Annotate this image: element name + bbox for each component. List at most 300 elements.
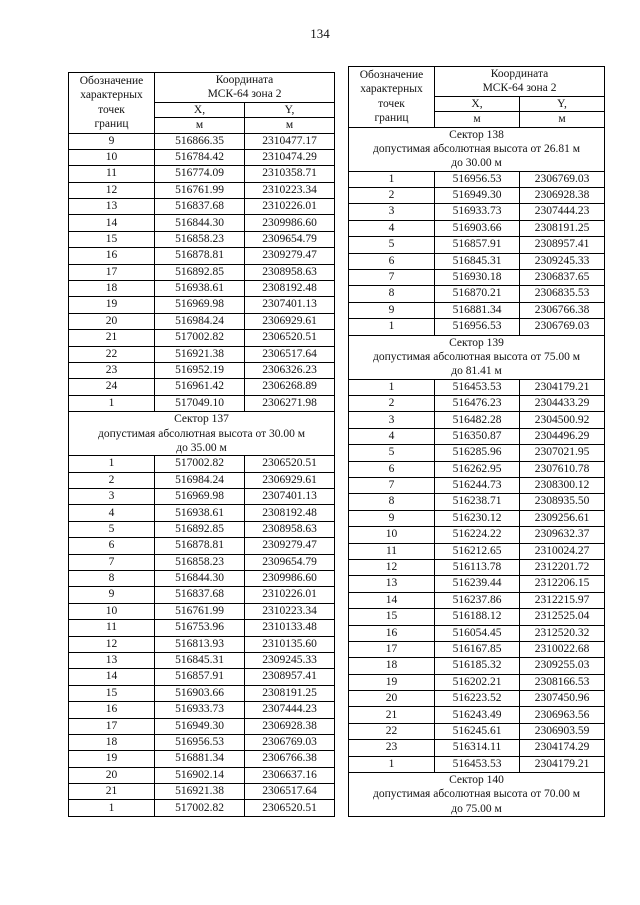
x-coordinate-cell: 516224.22 — [435, 527, 520, 543]
sector-heading-row — [69, 412, 335, 456]
point-number-cell: 5 — [349, 445, 435, 461]
y-coordinate-cell: 2306520.51 — [245, 456, 335, 472]
table-row — [349, 220, 605, 236]
point-number-cell: 1 — [69, 800, 155, 816]
sector-height-limit: допустимая абсолютная высота от 26.81 м — [372, 142, 581, 155]
y-coordinate-cell: 2310477.17 — [245, 133, 335, 149]
table-row — [69, 505, 335, 521]
y-coordinate-cell: 2308957.41 — [520, 237, 605, 253]
table-row — [69, 702, 335, 718]
y-coordinate-cell: 2307401.13 — [245, 297, 335, 313]
x-coordinate-cell: 516866.35 — [155, 133, 245, 149]
x-coordinate-cell: 516476.23 — [435, 396, 520, 412]
table-row — [349, 286, 605, 302]
y-coordinate-cell: 2312525.04 — [520, 609, 605, 625]
sector-height-limit: до 81.41 м — [451, 365, 502, 378]
x-coordinate-cell: 516984.24 — [155, 313, 245, 329]
point-number-cell: 13 — [69, 652, 155, 668]
y-coordinate-cell: 2308958.63 — [245, 521, 335, 537]
y-coordinate-cell: 2304179.21 — [520, 379, 605, 395]
table-row — [349, 412, 605, 428]
table-row — [69, 669, 335, 685]
table-row — [69, 784, 335, 800]
y-coordinate-cell: 2309986.60 — [245, 571, 335, 587]
y-coordinate-cell: 2307401.13 — [245, 489, 335, 505]
x-coordinate-cell: 516857.91 — [155, 669, 245, 685]
table-row — [349, 559, 605, 575]
x-coordinate-cell: 516223.52 — [435, 691, 520, 707]
table-row — [69, 362, 335, 378]
x-coordinate-cell: 516285.96 — [435, 445, 520, 461]
table-row — [349, 204, 605, 220]
x-coordinate-cell: 516813.93 — [155, 636, 245, 652]
table-row — [349, 428, 605, 444]
table-row — [69, 538, 335, 554]
y-coordinate-cell: 2306517.64 — [245, 346, 335, 362]
y-coordinate-cell: 2308191.25 — [245, 685, 335, 701]
y-coordinate-cell: 2310474.29 — [245, 149, 335, 165]
point-number-cell: 6 — [349, 253, 435, 269]
point-number-cell: 6 — [69, 538, 155, 554]
y-coordinate-cell: 2306963.56 — [520, 707, 605, 723]
y-coordinate-cell: 2310358.71 — [245, 166, 335, 182]
x-coordinate-cell: 516202.21 — [435, 674, 520, 690]
y-coordinate-cell: 2307450.96 — [520, 691, 605, 707]
y-coordinate-cell: 2304500.92 — [520, 412, 605, 428]
y-coordinate-cell: 2308192.48 — [245, 281, 335, 297]
y-unit: м — [245, 118, 335, 133]
y-coordinate-cell: 2309654.79 — [245, 231, 335, 247]
point-number-cell: 19 — [69, 751, 155, 767]
table-row — [69, 346, 335, 362]
point-number-cell: 15 — [69, 685, 155, 701]
x-coordinate-cell: 516933.73 — [155, 702, 245, 718]
y-coordinate-cell: 2308300.12 — [520, 478, 605, 494]
sector-height-limit: до 75.00 м — [451, 802, 502, 815]
x-coordinate-cell: 516844.30 — [155, 215, 245, 231]
point-number-cell: 1 — [349, 379, 435, 395]
x-coordinate-cell: 516956.53 — [435, 319, 520, 335]
point-number-cell: 9 — [69, 133, 155, 149]
table-row — [69, 395, 335, 411]
table-body — [69, 133, 335, 816]
table-row — [69, 281, 335, 297]
sector-heading — [349, 773, 605, 817]
x-coordinate-cell: 516314.11 — [435, 740, 520, 756]
x-coordinate-cell: 516881.34 — [435, 302, 520, 318]
point-number-cell: 11 — [349, 543, 435, 559]
point-number-cell: 19 — [349, 674, 435, 690]
table-row — [349, 494, 605, 510]
x-coordinate-cell: 516892.85 — [155, 264, 245, 280]
table-row — [69, 554, 335, 570]
x-coordinate-cell: 516930.18 — [435, 269, 520, 285]
x-coordinate-cell: 516858.23 — [155, 554, 245, 570]
table-row — [69, 456, 335, 472]
y-coordinate-cell: 2310226.01 — [245, 587, 335, 603]
point-number-cell: 4 — [349, 220, 435, 236]
x-coordinate-cell: 516878.81 — [155, 538, 245, 554]
point-number-cell: 18 — [349, 658, 435, 674]
point-number-cell: 22 — [69, 346, 155, 362]
point-number-cell: 21 — [349, 707, 435, 723]
x-coordinate-cell: 516952.19 — [155, 362, 245, 378]
sector-heading — [349, 127, 605, 171]
y-coordinate-cell: 2310024.27 — [520, 543, 605, 559]
table-row — [349, 461, 605, 477]
y-coordinate-cell: 2310133.48 — [245, 620, 335, 636]
x-coordinate-cell: 516845.31 — [155, 652, 245, 668]
x-coordinate-cell: 516185.32 — [435, 658, 520, 674]
x-coordinate-cell: 516753.96 — [155, 620, 245, 636]
coordinates-table-right — [348, 66, 605, 817]
y-coordinate-cell: 2306929.61 — [245, 313, 335, 329]
table-row — [349, 445, 605, 461]
x-coordinate-cell: 516903.66 — [155, 685, 245, 701]
table-row — [349, 658, 605, 674]
coordinate-header — [155, 73, 335, 103]
table-row — [69, 636, 335, 652]
x-coordinate-cell: 516961.42 — [155, 379, 245, 395]
sector-heading-row — [349, 335, 605, 379]
table-row — [69, 182, 335, 198]
x-coordinate-cell: 516903.66 — [435, 220, 520, 236]
point-number-cell: 3 — [69, 489, 155, 505]
table-row — [69, 231, 335, 247]
x-coordinate-cell: 516921.38 — [155, 346, 245, 362]
point-number-cell: 11 — [69, 166, 155, 182]
point-number-cell: 5 — [349, 237, 435, 253]
y-coordinate-cell: 2306837.65 — [520, 269, 605, 285]
x-unit: м — [155, 118, 245, 133]
y-coordinate-cell: 2306766.38 — [245, 751, 335, 767]
point-number-cell: 1 — [69, 395, 155, 411]
point-number-cell: 19 — [69, 297, 155, 313]
y-coordinate-cell: 2304174.29 — [520, 740, 605, 756]
x-coordinate-cell: 516858.23 — [155, 231, 245, 247]
x-coordinate-cell: 516243.49 — [435, 707, 520, 723]
point-number-cell: 10 — [69, 149, 155, 165]
sector-height-limit: до 30.00 м — [451, 157, 502, 170]
sector-height-limit: допустимая абсолютная высота от 75.00 м — [372, 350, 581, 363]
x-coordinate-cell: 516761.99 — [155, 182, 245, 198]
x-coordinate-cell: 516784.42 — [155, 149, 245, 165]
table-row — [349, 478, 605, 494]
table-row — [349, 510, 605, 526]
x-coordinate-cell: 516238.71 — [435, 494, 520, 510]
table-header — [349, 67, 605, 128]
table-row — [69, 199, 335, 215]
point-number-cell: 18 — [69, 734, 155, 750]
point-number-cell: 9 — [69, 587, 155, 603]
x-coordinate-cell: 516113.78 — [435, 559, 520, 575]
x-coordinate-cell: 516956.53 — [435, 171, 520, 187]
point-number-cell: 16 — [349, 625, 435, 641]
point-number-cell: 15 — [69, 231, 155, 247]
header-line: границ — [94, 118, 129, 131]
header-line: Обозначение — [359, 69, 424, 81]
table-row — [69, 264, 335, 280]
point-number-cell: 1 — [349, 171, 435, 187]
x-coordinate-cell: 517002.82 — [155, 456, 245, 472]
table-row — [349, 641, 605, 657]
table-row — [69, 587, 335, 603]
y-coordinate-cell: 2308192.48 — [245, 505, 335, 521]
x-coordinate-cell: 516761.99 — [155, 603, 245, 619]
x-coordinate-cell: 516878.81 — [155, 248, 245, 264]
point-number-cell: 16 — [69, 248, 155, 264]
y-coordinate-cell: 2306326.23 — [245, 362, 335, 378]
table-row — [349, 396, 605, 412]
table-row — [349, 379, 605, 395]
y-coordinate-cell: 2304433.29 — [520, 396, 605, 412]
sector-height-limit: до 35.00 м — [176, 441, 227, 454]
y-coordinate-cell: 2306928.38 — [520, 188, 605, 204]
point-number-cell: 15 — [349, 609, 435, 625]
point-number-cell: 1 — [349, 319, 435, 335]
x-coordinate-cell: 516938.61 — [155, 505, 245, 521]
sector-title: Сектор 137 — [174, 413, 229, 426]
table-row — [69, 767, 335, 783]
x-coordinate-cell: 517049.10 — [155, 395, 245, 411]
y-unit: м — [520, 112, 605, 127]
y-coordinate-cell: 2306928.38 — [245, 718, 335, 734]
y-coordinate-cell: 2306271.98 — [245, 395, 335, 411]
y-coordinate-cell: 2307444.23 — [520, 204, 605, 220]
coordinates-table-left — [68, 72, 335, 817]
point-number-cell: 12 — [69, 182, 155, 198]
x-coordinate-cell: 516892.85 — [155, 521, 245, 537]
point-number-cell: 13 — [69, 199, 155, 215]
x-coordinate-cell: 516921.38 — [155, 784, 245, 800]
point-number-cell: 8 — [349, 286, 435, 302]
x-coordinate-cell: 516212.65 — [435, 543, 520, 559]
y-coordinate-cell: 2312215.97 — [520, 592, 605, 608]
table-row — [69, 489, 335, 505]
y-coordinate-cell: 2308191.25 — [520, 220, 605, 236]
point-number-cell: 9 — [349, 302, 435, 318]
y-coordinate-cell: 2309279.47 — [245, 248, 335, 264]
point-number-cell: 23 — [349, 740, 435, 756]
point-number-cell: 17 — [69, 718, 155, 734]
point-number-cell: 12 — [349, 559, 435, 575]
header-line: границ — [374, 112, 409, 125]
point-number-cell: 10 — [69, 603, 155, 619]
point-number-cell: 3 — [349, 204, 435, 220]
table-row — [349, 740, 605, 756]
y-coordinate-cell: 2306637.16 — [245, 767, 335, 783]
x-coordinate-cell: 516938.61 — [155, 281, 245, 297]
sector-title: Сектор 138 — [449, 128, 504, 141]
x-header: X, — [155, 102, 245, 117]
header-line: точек — [378, 97, 405, 110]
table-row — [349, 253, 605, 269]
point-number-cell: 2 — [349, 396, 435, 412]
table-row — [349, 576, 605, 592]
table-row — [69, 718, 335, 734]
x-coordinate-cell: 516230.12 — [435, 510, 520, 526]
point-number-cell: 7 — [349, 269, 435, 285]
y-coordinate-cell: 2309256.61 — [520, 510, 605, 526]
y-coordinate-cell: 2306769.03 — [520, 171, 605, 187]
coordinate-title: Координата — [215, 74, 274, 86]
y-coordinate-cell: 2309654.79 — [245, 554, 335, 570]
y-coordinate-cell: 2304496.29 — [520, 428, 605, 444]
y-coordinate-cell: 2306929.61 — [245, 472, 335, 488]
y-coordinate-cell: 2309632.37 — [520, 527, 605, 543]
point-number-cell: 17 — [349, 641, 435, 657]
y-header: Y, — [245, 102, 335, 117]
point-number-cell: 12 — [69, 636, 155, 652]
point-number-cell: 1 — [349, 756, 435, 772]
x-coordinate-cell: 516837.68 — [155, 587, 245, 603]
coordinate-system: МСК-64 зона 2 — [482, 82, 557, 95]
y-coordinate-cell: 2310022.68 — [520, 641, 605, 657]
table-row — [69, 472, 335, 488]
point-number-cell: 10 — [349, 527, 435, 543]
table-row — [349, 674, 605, 690]
point-number-cell: 6 — [349, 461, 435, 477]
table-row — [69, 751, 335, 767]
point-number-cell: 16 — [69, 702, 155, 718]
x-coordinate-cell: 516453.53 — [435, 379, 520, 395]
point-number-cell: 14 — [69, 669, 155, 685]
point-number-cell: 5 — [69, 521, 155, 537]
y-coordinate-cell: 2309245.33 — [245, 652, 335, 668]
coordinate-system: МСК-64 зона 2 — [207, 88, 282, 101]
x-coordinate-cell: 516949.30 — [155, 718, 245, 734]
point-number-cell: 8 — [349, 494, 435, 510]
table-row — [349, 237, 605, 253]
table-row — [349, 319, 605, 335]
x-coordinate-cell: 516857.91 — [435, 237, 520, 253]
table-row — [69, 297, 335, 313]
x-coordinate-cell: 516844.30 — [155, 571, 245, 587]
y-coordinate-cell: 2308935.50 — [520, 494, 605, 510]
point-number-cell: 17 — [69, 264, 155, 280]
table-row — [69, 521, 335, 537]
coordinate-header — [435, 67, 605, 97]
x-coordinate-cell: 516453.53 — [435, 756, 520, 772]
point-number-cell: 22 — [349, 723, 435, 739]
table-row — [69, 133, 335, 149]
y-coordinate-cell: 2306520.51 — [245, 800, 335, 816]
point-number-cell: 7 — [69, 554, 155, 570]
x-coordinate-cell: 516902.14 — [155, 767, 245, 783]
y-coordinate-cell: 2304179.21 — [520, 756, 605, 772]
y-coordinate-cell: 2307610.78 — [520, 461, 605, 477]
x-coordinate-cell: 516167.85 — [435, 641, 520, 657]
table-row — [69, 685, 335, 701]
x-coordinate-cell: 516881.34 — [155, 751, 245, 767]
sector-title: Сектор 139 — [449, 336, 504, 349]
y-coordinate-cell: 2308166.53 — [520, 674, 605, 690]
table-row — [69, 734, 335, 750]
y-coordinate-cell: 2309279.47 — [245, 538, 335, 554]
sector-height-limit: допустимая абсолютная высота от 30.00 м — [97, 427, 306, 440]
table-row — [349, 707, 605, 723]
point-number-cell: 23 — [69, 362, 155, 378]
point-number-cell: 2 — [69, 472, 155, 488]
x-coordinate-cell: 516870.21 — [435, 286, 520, 302]
point-number-cell: 7 — [349, 478, 435, 494]
point-number-cell: 8 — [69, 571, 155, 587]
point-number-cell: 20 — [349, 691, 435, 707]
x-coordinate-cell: 516774.09 — [155, 166, 245, 182]
table-row — [69, 248, 335, 264]
table-body — [349, 127, 605, 817]
y-coordinate-cell: 2309986.60 — [245, 215, 335, 231]
point-number-cell: 2 — [349, 188, 435, 204]
header-line: характерных — [80, 89, 143, 102]
table-row — [69, 379, 335, 395]
table-row — [349, 302, 605, 318]
point-number-cell: 14 — [349, 592, 435, 608]
y-coordinate-cell: 2307021.95 — [520, 445, 605, 461]
y-coordinate-cell: 2310135.60 — [245, 636, 335, 652]
page-number: 134 — [310, 26, 330, 41]
table-row — [349, 691, 605, 707]
x-coordinate-cell: 516188.12 — [435, 609, 520, 625]
y-coordinate-cell: 2306268.89 — [245, 379, 335, 395]
x-coordinate-cell: 516245.61 — [435, 723, 520, 739]
y-coordinate-cell: 2312520.32 — [520, 625, 605, 641]
x-coordinate-cell: 516237.86 — [435, 592, 520, 608]
y-coordinate-cell: 2306769.03 — [520, 319, 605, 335]
y-coordinate-cell: 2312201.72 — [520, 559, 605, 575]
point-number-cell: 18 — [69, 281, 155, 297]
table-row — [349, 188, 605, 204]
y-coordinate-cell: 2306517.64 — [245, 784, 335, 800]
x-coordinate-cell: 516845.31 — [435, 253, 520, 269]
x-coordinate-cell: 517002.82 — [155, 330, 245, 346]
x-coordinate-cell: 516949.30 — [435, 188, 520, 204]
table-row — [69, 149, 335, 165]
table-row — [349, 171, 605, 187]
y-coordinate-cell: 2306766.38 — [520, 302, 605, 318]
point-number-cell: 20 — [69, 767, 155, 783]
x-coordinate-cell: 516262.95 — [435, 461, 520, 477]
point-designation-header — [349, 67, 435, 128]
point-number-cell: 9 — [349, 510, 435, 526]
table-header — [69, 73, 335, 134]
x-coordinate-cell: 516837.68 — [155, 199, 245, 215]
y-coordinate-cell: 2308957.41 — [245, 669, 335, 685]
x-header: X, — [435, 96, 520, 111]
table-row — [349, 723, 605, 739]
sector-heading — [349, 335, 605, 379]
point-number-cell: 1 — [69, 456, 155, 472]
y-coordinate-cell: 2307444.23 — [245, 702, 335, 718]
x-coordinate-cell: 516969.98 — [155, 297, 245, 313]
sector-heading-row — [349, 127, 605, 171]
y-coordinate-cell: 2310223.34 — [245, 182, 335, 198]
sector-heading-row — [349, 773, 605, 817]
y-coordinate-cell: 2310226.01 — [245, 199, 335, 215]
x-coordinate-cell: 516054.45 — [435, 625, 520, 641]
table-row — [349, 592, 605, 608]
sector-height-limit: допустимая абсолютная высота от 70.00 м — [372, 788, 581, 801]
point-designation-header — [69, 73, 155, 134]
point-number-cell: 4 — [349, 428, 435, 444]
point-number-cell: 20 — [69, 313, 155, 329]
point-number-cell: 21 — [69, 330, 155, 346]
x-coordinate-cell: 516239.44 — [435, 576, 520, 592]
sector-heading — [69, 412, 335, 456]
x-coordinate-cell: 516244.73 — [435, 478, 520, 494]
x-unit: м — [435, 112, 520, 127]
x-coordinate-cell: 516933.73 — [435, 204, 520, 220]
